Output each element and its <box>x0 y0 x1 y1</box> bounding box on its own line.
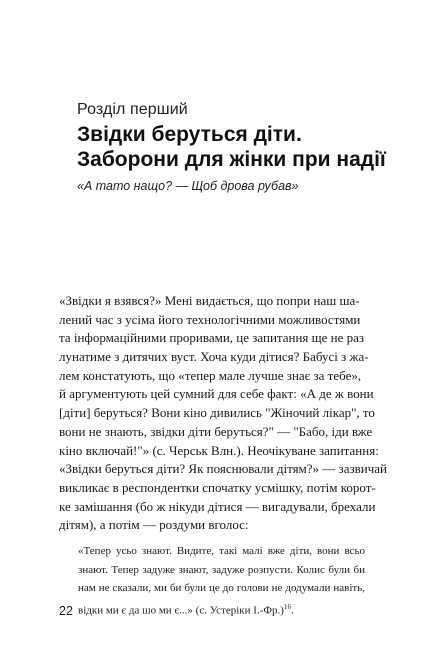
body-line: дітям), а потім — роздуми вголос: <box>59 517 249 533</box>
chapter-label: Розділ перший <box>77 101 188 118</box>
body-line: лений час з усіма його технологічними можливостями <box>59 311 361 327</box>
page-number: 22 <box>59 604 73 618</box>
body-line: й аргументують цей сумний для себе факт: «А де ж вони <box>59 386 374 402</box>
body-paragraph <box>59 292 387 535</box>
body-line: викликає в респондентки спочатку усмішку, потім корот- <box>59 479 376 495</box>
chapter-title <box>77 122 397 172</box>
body-line: вони не знають, звідки діти беруться?" — "Бабо, іди вже <box>59 423 373 439</box>
chapter-title-line-1: Звідки беруться діти. <box>77 123 302 146</box>
footnote-ref: 16 <box>283 602 291 611</box>
block-quote <box>78 542 365 616</box>
quote-line: «Тепер усьо знают. Видите, такі малі вже діти, вони всьо <box>78 545 365 557</box>
body-line: кіно включай!"» (с. Черськ Влн.). Неочікуване запитання: <box>59 442 379 458</box>
chapter-title-line-2: Заборони для жінки при надії <box>77 148 386 171</box>
body-line: лунатиме з дитячих вуст. Хоча куди дітися? Бабусі з жа- <box>59 349 369 365</box>
body-line: «Звідки я взявся?» Мені видається, що попри наш ша- <box>59 293 360 308</box>
quote-line-text: відки ми є да шо ми є...» (с. Устеріки І.-Фр.) <box>78 604 284 617</box>
body-line: ке замішання (бо ж нікуди дітися — вигадували, брехали <box>59 498 376 514</box>
body-line: [діти] беруться? Вони кіно дивились "Жіночий лікар", то <box>59 405 375 421</box>
epigraph: «А тато нащо? — Щоб дрова рубав» <box>77 179 299 193</box>
quote-line: знают. Тепер задуже знают, задуже розпусти. Колис були би <box>78 563 365 576</box>
body-line: «Звідки беруться діти? Як пояснювали дітям?» — зазвичай <box>59 461 387 477</box>
body-line: лем констатують, що «тепер мале лучше знає за тебе», <box>59 367 362 383</box>
quote-line-last: відки ми є да шо ми є...» (с. Устеріки І.-Фр.)$^{16}$. <box>78 602 294 617</box>
quote-line: нам не сказали, ми би були це до голови не додумали навіть, <box>78 582 365 595</box>
body-line: та інформаційними проривами, це запитання ще не раз <box>59 330 365 346</box>
